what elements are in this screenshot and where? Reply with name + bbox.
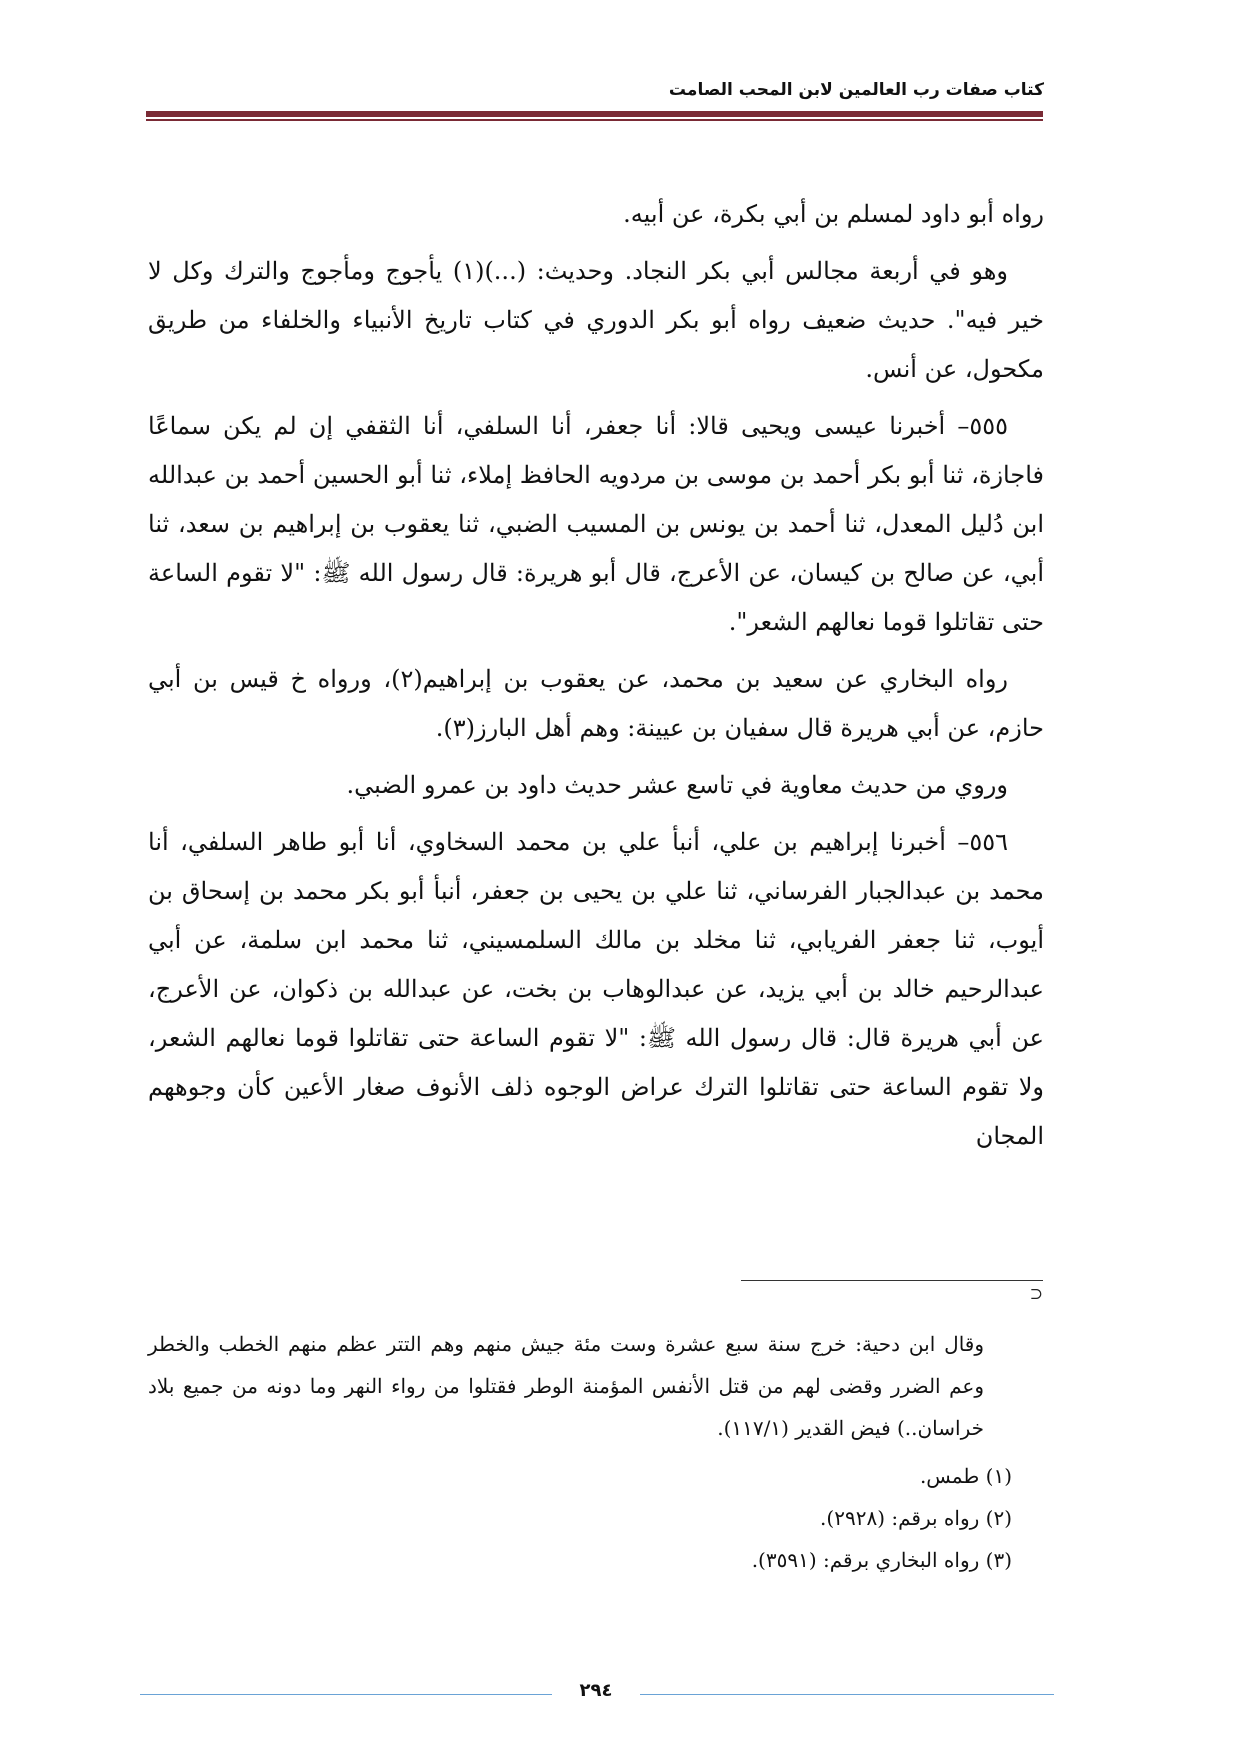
paragraph: ٥٥٥– أخبرنا عيسى ويحيى قالا: أنا جعفر، أنا السلفي، أنا الثقفي إن لم يكن سماعًا فاجازة، ثنا أبو بكر أحمد بن موسى بن مردويه الحافظ إملاء، ثنا أبو الحسين أحمد بن عبدالله ابن دُليل المعدل، ثنا أحمد بن يونس بن المسيب الضبي، ثنا يعقوب بن إبراهيم بن سعد، ثنا أبي، عن صالح بن كيسان، عن الأعرج، قال أبو هريرة: قال رسول الله ﷺ: "لا تقوم الساعة حتى تقاتلوا قوما نعالهم الشعر". [148, 412, 1044, 636]
header-rule-thick [146, 111, 1043, 117]
header-rule-thin [146, 119, 1043, 121]
paragraph: وروي من حديث معاوية في تاسع عشر حديث داود بن عمرو الضبي. [346, 771, 1008, 799]
running-head-title: كتاب صفات رب العالمين لابن المحب الصامت [668, 80, 1044, 100]
paragraph: رواه البخاري عن سعيد بن محمد، عن يعقوب بن إبراهيم(٢)، ورواه خ قيس بن أبي حازم، عن أبي هريرة قال سفيان بن عيينة: وهم أهل البارز(٣). [148, 665, 1044, 742]
footnote-continuation: وقال ابن دحية: خرج سنة سبع عشرة وست مئة جيش منهم وهم التتر عظم منهم الخطب والخطر وعم الضرر وقضى لهم من قتل الأنفس المؤمنة الوطر فقتلوا من رواء النهر وما دونه من جميع بلاد خراسان..) فيض القدير (١١٧/١). [148, 1332, 984, 1440]
page-number: ٢٩٤ [579, 1680, 613, 1701]
paragraph: ٥٥٦– أخبرنا إبراهيم بن علي، أنبأ علي بن محمد السخاوي، أنا أبو طاهر السلفي، أنا محمد بن عبدالجبار الفرساني، ثنا علي بن يحيى بن جعفر، أنبأ أبو بكر محمد بن إسحاق بن أيوب، ثنا جعفر الفريابي، ثنا مخلد بن مالك السلمسيني، ثنا محمد ابن سلمة، عن أبي عبدالرحيم خالد بن أبي يزيد، عن عبدالوهاب بن بخت، عن عبدالله بن ذكوان، عن الأعرج، عن أبي هريرة قال: قال رسول الله ﷺ: "لا تقوم الساعة حتى تقاتلوا قوما نعالهم الشعر، ولا تقوم الساعة حتى تقاتلوا الترك عراض الوجوه ذلف الأنوف صغار الأعين كأن وجوههم المجان [148, 828, 1045, 1150]
footer-line-left [140, 1694, 552, 1695]
footnote-continuation-mark: ⊃ [1029, 1284, 1043, 1303]
footnote: (٢) رواه برقم: (٢٩٢٨). [820, 1506, 1012, 1530]
main-text [148, 190, 1044, 1169]
footnote: (١) طمس. [919, 1464, 1012, 1488]
paragraph: رواه أبو داود لمسلم بن أبي بكرة، عن أبيه. [623, 200, 1044, 228]
footnote-separator [741, 1280, 1043, 1281]
paragraph: وهو في أربعة مجالس أبي بكر النجاد. وحديث: (...)(١) يأجوج ومأجوج والترك وكل لا خير فيه". حديث ضعيف رواه أبو بكر الدوري في كتاب تاريخ الأنبياء والخلفاء من طريق مكحول، عن أنس. [148, 257, 1044, 383]
footer-line-right [640, 1694, 1054, 1695]
footnotes [148, 1323, 1012, 1581]
footnote: (٣) رواه البخاري برقم: (٣٥٩١). [751, 1548, 1012, 1572]
